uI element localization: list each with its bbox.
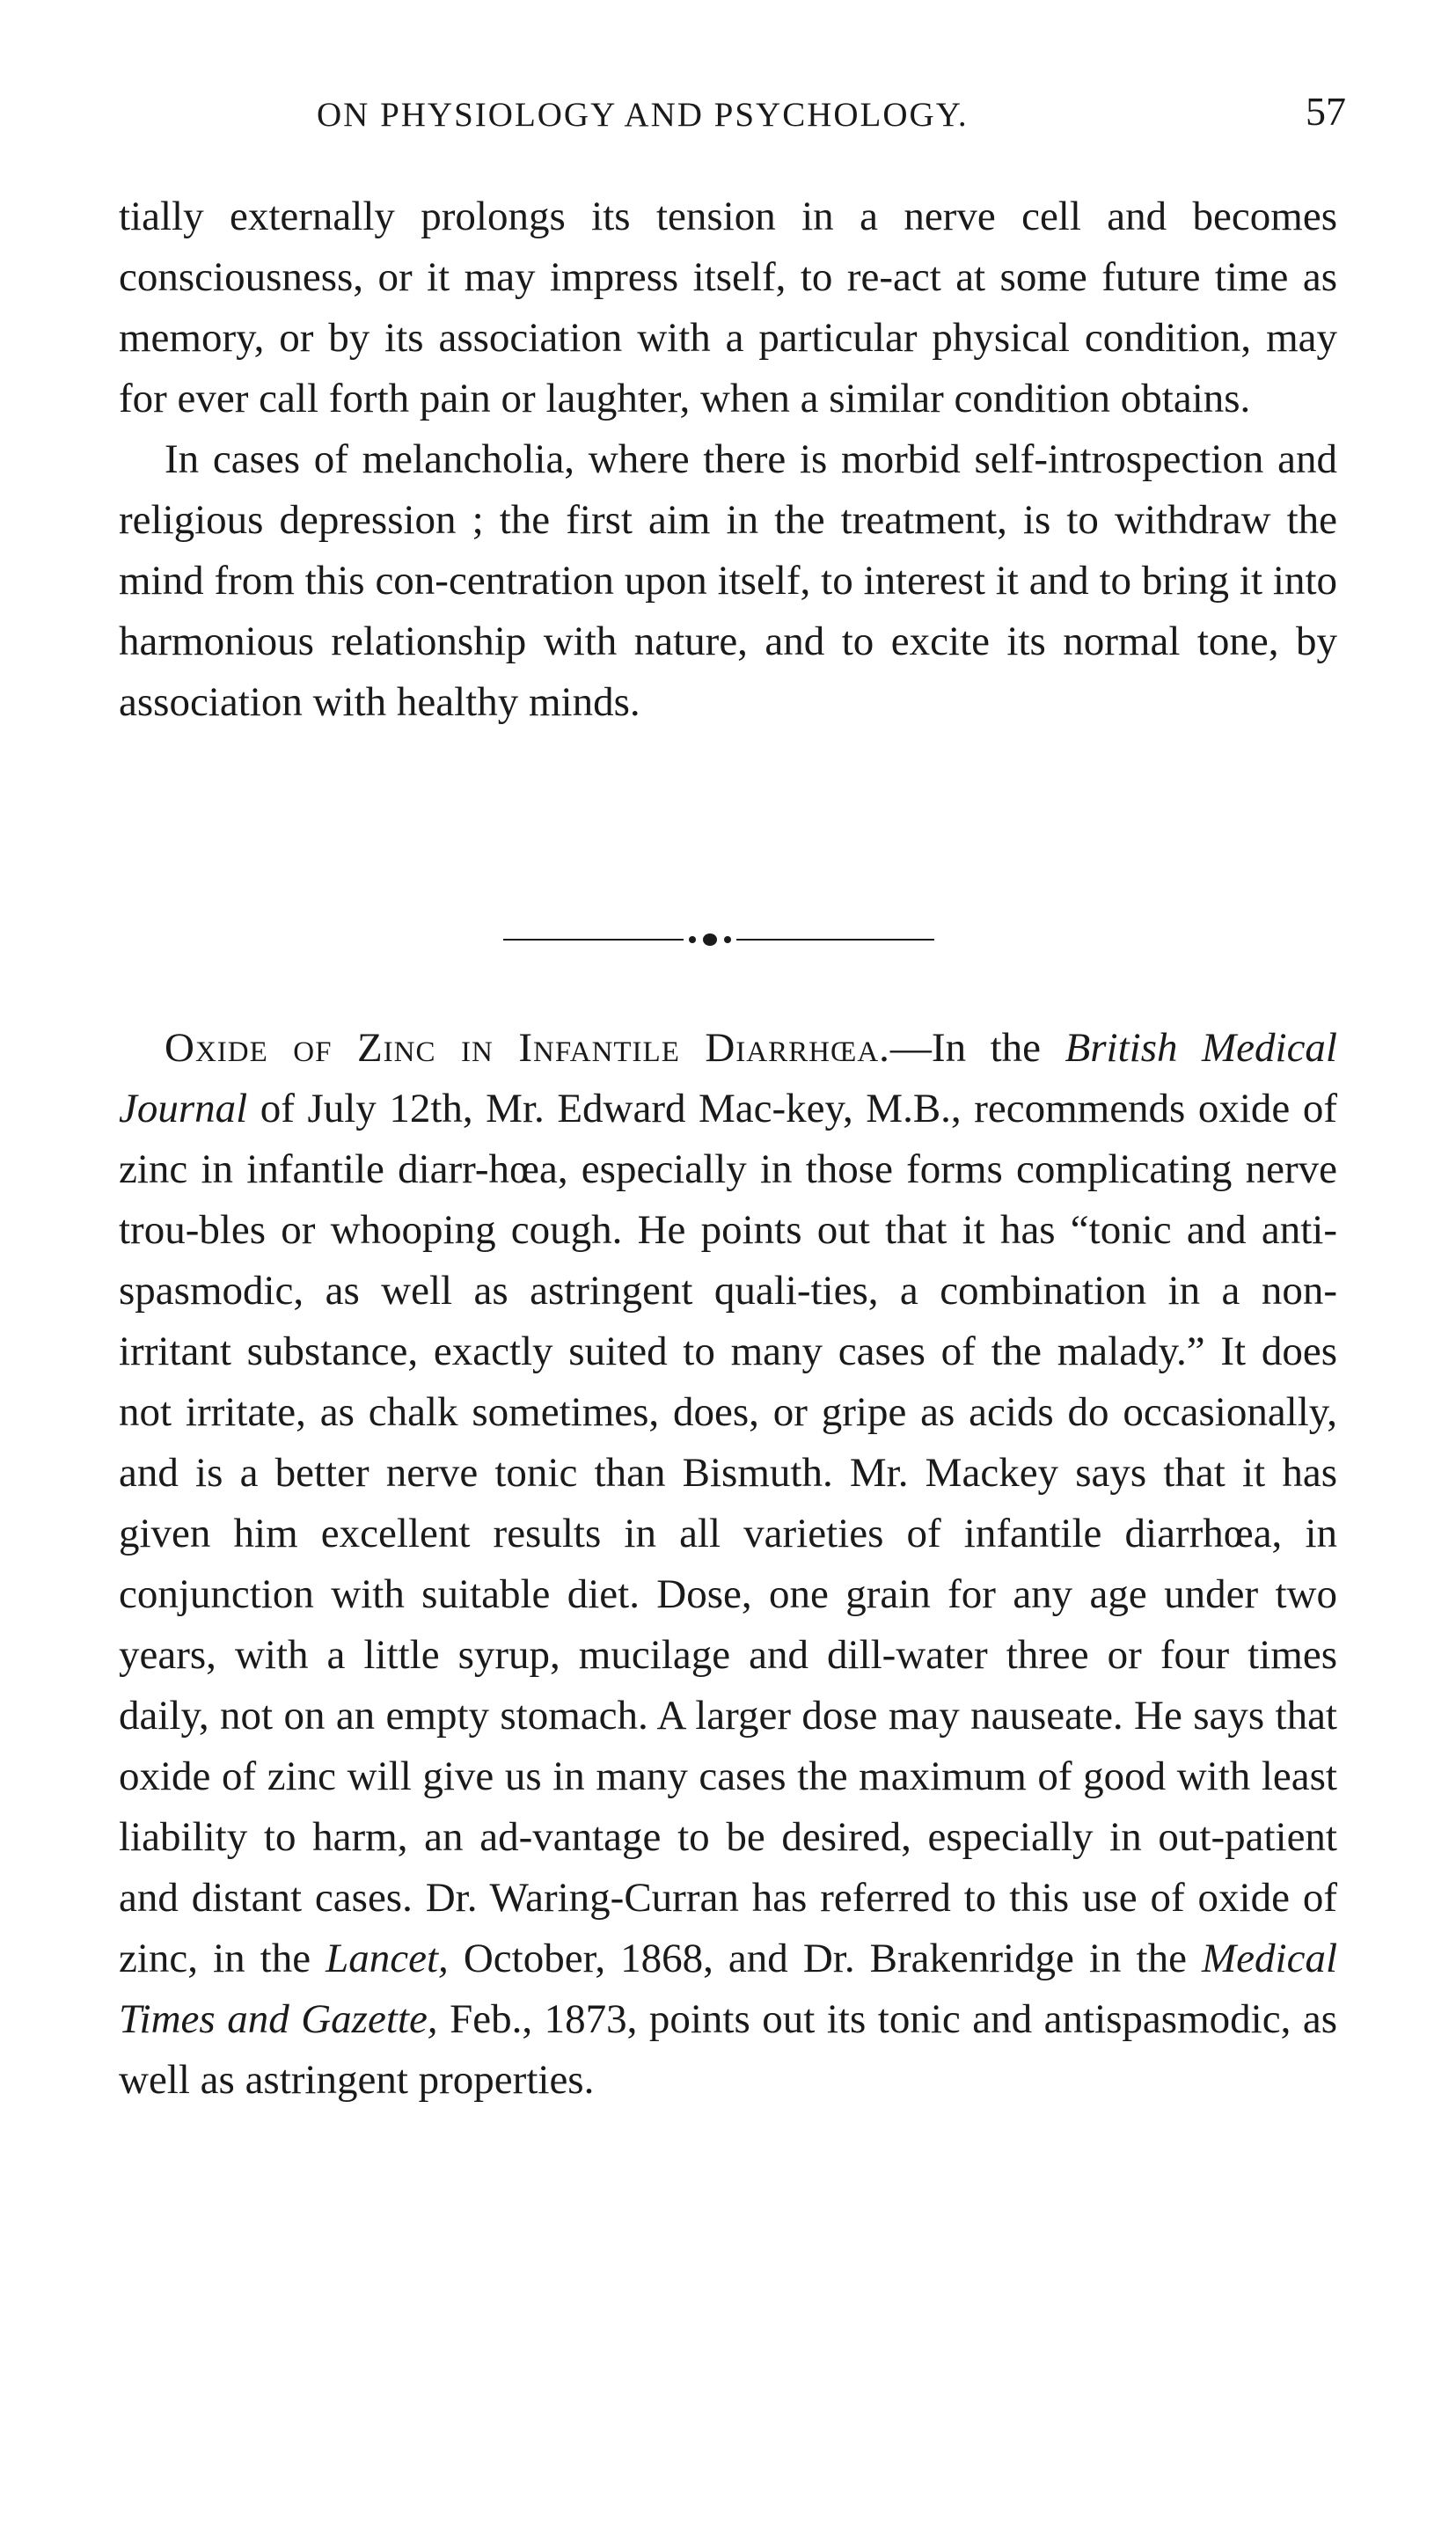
- journal-title-bmj: British Medical Journal: [119, 1025, 1337, 1131]
- section-oxide-of-zinc: [119, 1018, 1337, 2111]
- journal-title-lancet: Lancet,: [326, 1936, 449, 1981]
- article-text-2: October, 1868, and Dr. Brakenridge in the: [448, 1936, 1203, 1981]
- page-number: 57: [1306, 89, 1346, 134]
- journal-title-medical-times: Medical Times and Gazette,: [119, 1936, 1338, 2042]
- article-heading: Oxide of Zinc in Infantile Diarrhœa.: [165, 1025, 890, 1071]
- paragraph-melancholia: In cases of melancholia, where there is morbid self-introspection and religious depression ; the first aim in the treatment, is to withdraw the mind from this con-centration upon itself, to interest it and to bring it into harmonious relationship with nature, and to excite its normal tone, by association with healthy minds.: [119, 436, 1337, 725]
- article-text-1: of July 12th, Mr. Edward Mac-key, M.B., recommends oxide of zinc in infantile diarr-hœa, especially in those forms complicating nerve trou-bles or whooping cough. He points out that it has “tonic and anti-spasmodic, as well as astringent quali-ties, a combination in a non-irritant substance, exactly suited to many cases of the malady.” It does not irritate, as chalk sometimes, does, or gripe as acids do occasionally, and is a better nerve tonic than Bismuth. Mr. Mackey says that it has given him excellent results in all varieties of infantile diarrhœa, in conjunction with suitable diet. Dose, one grain for any age under two years, with a little syrup, mucilage and dill-water three or four times daily, not on an empty stomach. A larger dose may nauseate. He says that oxide of zinc will give us in many cases the maximum of good with least liability to harm, an ad-vantage to be desired, especially in out-patient and distant cases. Dr. Waring-Curran has referred to this use of oxide of zinc, in the: [119, 1086, 1337, 1981]
- article-text-3: Feb., 1873, points out its tonic and antispasmodic, as well as astringent properties.: [119, 1996, 1337, 2103]
- heading-dash: —In the: [889, 1025, 1065, 1071]
- paragraph-oxide-of-zinc: [119, 1018, 1337, 2111]
- running-title: ON PHYSIOLOGY AND PSYCHOLOGY.: [317, 96, 969, 134]
- section-physiology-continued: [119, 187, 1337, 733]
- paragraph-continued: tially externally prolongs its tension in a nerve cell and becomes consciousness, or it may impress itself, to re-act at some future time as memory, or by its association with a particular physical condition, may for ever call forth pain or laughter, when a similar condition obtains.: [119, 194, 1337, 421]
- running-head: [114, 88, 1346, 141]
- section-divider-ornament: [503, 931, 934, 948]
